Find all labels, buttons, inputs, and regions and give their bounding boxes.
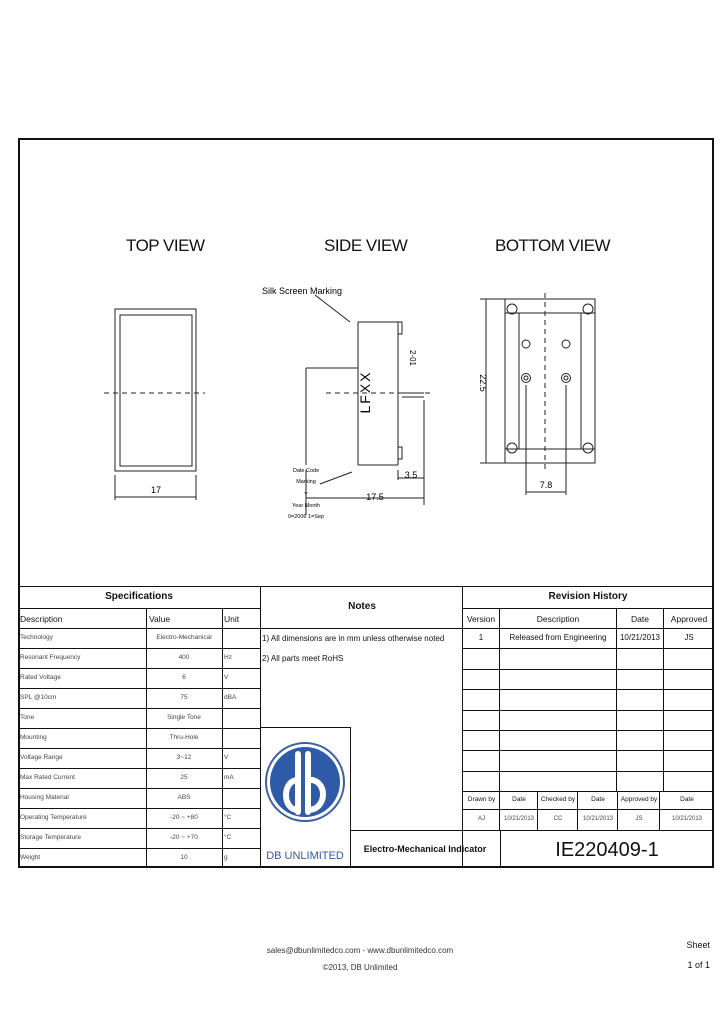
spec-description: Housing Material (20, 794, 69, 801)
divider (462, 710, 714, 711)
spec-value: 25 (180, 774, 188, 781)
spec-value: -20 ~ +80 (170, 814, 198, 821)
divider (350, 727, 351, 868)
spec-value: Thru-Hole (169, 734, 199, 741)
spec-value: -20 ~ +70 (170, 834, 198, 841)
revision-date: 10/21/2013 (619, 633, 661, 642)
spec-description: Resonant Frequency (20, 654, 81, 661)
spec-value: 6 (182, 674, 186, 681)
divider (500, 830, 501, 868)
spec-unit (224, 730, 258, 746)
spec-description: Max Rated Current (20, 774, 75, 781)
spec-description: SPL @10cm (20, 694, 57, 701)
spec-unit: °C (224, 834, 232, 841)
revision-header-approved: Approved (670, 614, 708, 624)
spec-unit: V (224, 674, 229, 681)
divider (18, 808, 260, 809)
spec-description: Technology (20, 634, 53, 641)
spec-description: Voltage Range (20, 754, 63, 761)
marking-text: LFXX (357, 370, 373, 414)
spec-description: Weight (20, 854, 41, 861)
signoff-header: Date (680, 796, 694, 803)
divider (18, 648, 260, 649)
dim-3-5: 3.5 (404, 470, 418, 480)
divider (18, 768, 260, 769)
spec-value: 400 (178, 654, 190, 661)
signoff-value: CC (553, 816, 563, 822)
divider (18, 728, 260, 729)
sheet-value: 1 of 1 (687, 960, 710, 970)
spec-unit: dBA (224, 694, 237, 701)
revision-approved: JS (684, 633, 694, 642)
divider (222, 608, 223, 868)
spec-value: Single Tone (167, 714, 201, 721)
divider (462, 771, 714, 772)
spec-description: Storage Temperature (20, 834, 81, 841)
divider (462, 648, 714, 649)
spec-value: 75 (180, 694, 188, 701)
divider (18, 688, 260, 689)
silk-screen-label: Silk Screen Marking (261, 286, 343, 296)
spec-unit: mA (224, 774, 234, 781)
bottom-view-title: BOTTOM VIEW (495, 236, 611, 255)
divider (18, 828, 260, 829)
spec-unit: V (224, 754, 229, 761)
bottom-view-outline (480, 293, 595, 495)
signoff-value: 10/21/2013 (671, 816, 703, 822)
svg-text:Y: Y (304, 492, 308, 498)
spec-value: ABS (177, 794, 191, 801)
revision-header-date: Date (631, 614, 649, 624)
product-description: Electro-Mechanical Indicator (363, 844, 487, 854)
db-unlimited-logo (262, 730, 348, 848)
part-number: IE220409-1 (555, 839, 659, 861)
spec-description: Rated Voltage (20, 674, 61, 681)
spec-unit: °C (224, 814, 232, 821)
spec-description: Mounting (20, 734, 47, 741)
logo-text: DB UNLIMITED (266, 850, 344, 862)
top-view-title: TOP VIEW (126, 236, 205, 255)
pin-code: 2-01 (408, 349, 417, 367)
divider (462, 689, 714, 690)
revision-version: 1 (478, 633, 484, 642)
top-view-outline (104, 309, 205, 500)
top-width-dim: 17 (150, 485, 162, 495)
signoff-value: AJ (477, 816, 485, 822)
spec-value: 3~12 (176, 754, 192, 761)
signoff-header: Checked by (540, 796, 576, 803)
divider (350, 830, 714, 831)
svg-text:Marking: Marking (296, 479, 316, 485)
spec-description: Operating Temperature (20, 814, 87, 821)
revision-header-description: Description (536, 614, 580, 624)
spec-unit: g (224, 854, 228, 861)
spec-header-unit: Unit (224, 614, 240, 624)
footer-contact: sales@dbunlimitedco.com - www.dbunlimitedco.com (266, 946, 454, 955)
spec-header-description: Description (20, 614, 63, 624)
svg-text:Year Month: Year Month (292, 503, 320, 509)
divider (18, 668, 260, 669)
spec-description: Tone (20, 714, 35, 721)
notes-title: Notes (348, 601, 376, 612)
spec-value: 10 (180, 854, 188, 861)
divider (18, 848, 260, 849)
divider (260, 628, 462, 629)
titleblock-top-line (18, 586, 714, 587)
svg-text:Date Code: Date Code (292, 468, 320, 474)
svg-text:0=2006 1=Sep: 0=2006 1=Sep (287, 514, 325, 520)
divider (462, 669, 714, 670)
revision-title: Revision History (548, 591, 628, 602)
spec-unit (224, 710, 258, 726)
signoff-header: Drawn by (467, 796, 496, 803)
sheet-label: Sheet (686, 940, 710, 950)
signoff-value: 10/21/2013 (582, 816, 614, 822)
side-view-title: SIDE VIEW (324, 236, 408, 255)
divider (462, 628, 714, 629)
bottom-height-dim: 22.5 (478, 374, 488, 392)
spec-unit (224, 790, 258, 806)
divider (18, 748, 260, 749)
divider (18, 628, 260, 629)
divider (18, 708, 260, 709)
note-2: 2) All parts meet RoHS (262, 654, 344, 663)
signoff-header: Date (591, 796, 605, 803)
signoff-header: Approved by (620, 796, 658, 803)
spec-value: Electro-Mechanical (156, 634, 212, 641)
revision-header-version: Version (466, 614, 496, 624)
spec-unit: Hz (224, 654, 232, 661)
signoff-header: Date (512, 796, 526, 803)
signoff-value: 10/21/2013 (503, 816, 535, 822)
revision-description: Released from Engineering (509, 633, 607, 642)
specifications-title: Specifications (105, 591, 173, 602)
divider (18, 788, 260, 789)
note-1: 1) All dimensions are in mm unless otherwise noted (262, 634, 445, 643)
signoff-value: JS (635, 816, 643, 822)
spec-header-value: Value (149, 614, 171, 624)
spec-unit (224, 630, 258, 646)
footer-copyright: ©2013, DB Unlimited (322, 963, 398, 972)
divider (18, 608, 260, 609)
dim-17-5: 17.5 (366, 492, 384, 502)
divider (462, 750, 714, 751)
divider (462, 730, 714, 731)
divider (260, 727, 350, 728)
pin-spacing-dim: 7.8 (539, 480, 553, 490)
